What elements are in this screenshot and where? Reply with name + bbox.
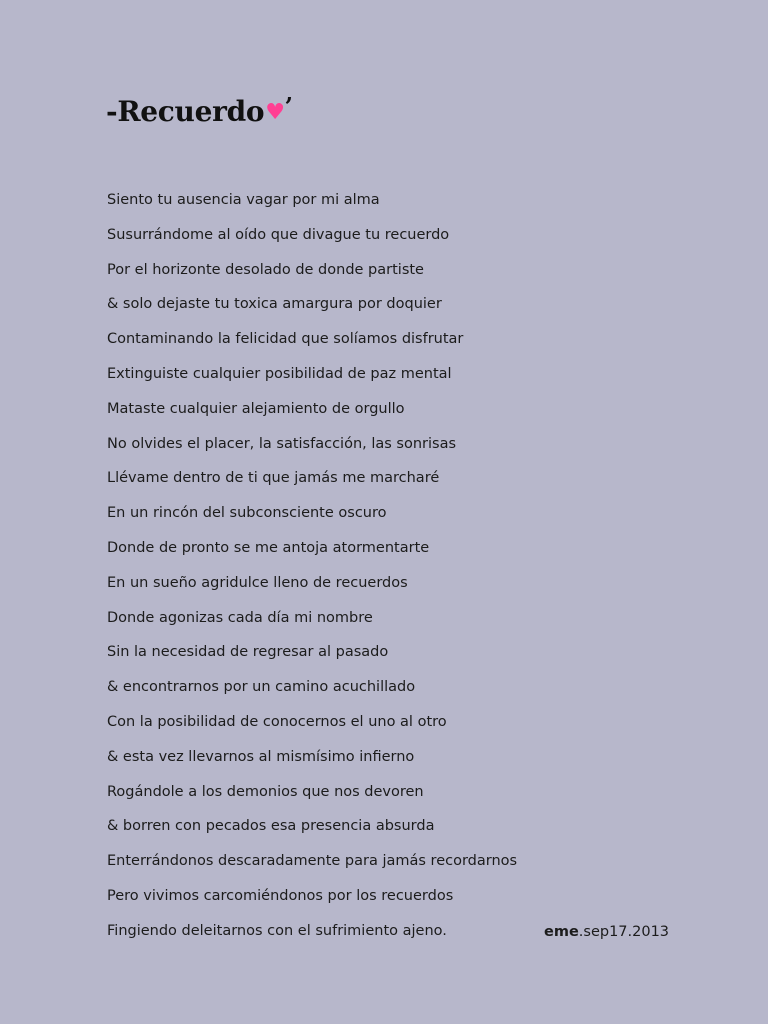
poem-line: & solo dejaste tu toxica amargura por doquier (107, 296, 442, 313)
poem-line: Donde de pronto se me antoja atormentarte (107, 539, 430, 556)
poem-line: Extinguiste cualquier posibilidad de paz mental (107, 365, 452, 382)
poem-line: En un sueño agridulce lleno de recuerdos (107, 574, 408, 591)
poem-line: Siento tu ausencia vagar por mi alma (107, 192, 380, 208)
poem-line: Sin la necesidad de regresar al pasado (107, 644, 389, 661)
poem-line: Donde agonizas cada día mi nombre (107, 609, 373, 626)
signature-name: eme (544, 924, 579, 940)
signature (544, 918, 669, 946)
poem-line: Susurrándome al oído que divague tu recuerdo (107, 226, 450, 243)
poem-line: En un rincón del subconsciente oscuro (107, 505, 387, 522)
poem-line: & borren con pecados esa presencia absurda (107, 818, 435, 835)
poem-line: Rogándole a los demonios que nos devoren (107, 783, 424, 800)
heart-icon: ♥ (265, 99, 285, 125)
poem-line: No olvides el placer, la satisfacción, las sonrisas (107, 435, 457, 452)
poem-line: Pero vivimos carcomiéndonos por los recuerdos (107, 887, 454, 904)
poem-line: Llévame dentro de ti que jamás me marcharé (107, 470, 440, 487)
poem-title-text: -Recuerdo (106, 95, 265, 128)
poem-title (106, 92, 293, 134)
poem-body (107, 186, 707, 952)
poem-line: Contaminando la felicidad que solíamos disfrutar (107, 331, 464, 348)
poem-line: Enterrándonos descaradamente para jamás recordarnos (107, 853, 518, 870)
poem-line: Por el horizonte desolado de donde partiste (107, 261, 424, 278)
title-apostrophe: ’ (284, 92, 293, 121)
signature-date: .sep17.2013 (578, 924, 670, 940)
poem-line: Fingiendo deleitarnos con el sufrimiento ajeno. (107, 922, 447, 939)
poem-line: Mataste cualquier alejamiento de orgullo (107, 400, 405, 417)
poem-line: & esta vez llevarnos al mismísimo infierno (107, 748, 415, 765)
poem-line: & encontrarnos por un camino acuchillado (107, 679, 416, 696)
poem-line: Con la posibilidad de conocernos el uno al otro (107, 713, 447, 730)
